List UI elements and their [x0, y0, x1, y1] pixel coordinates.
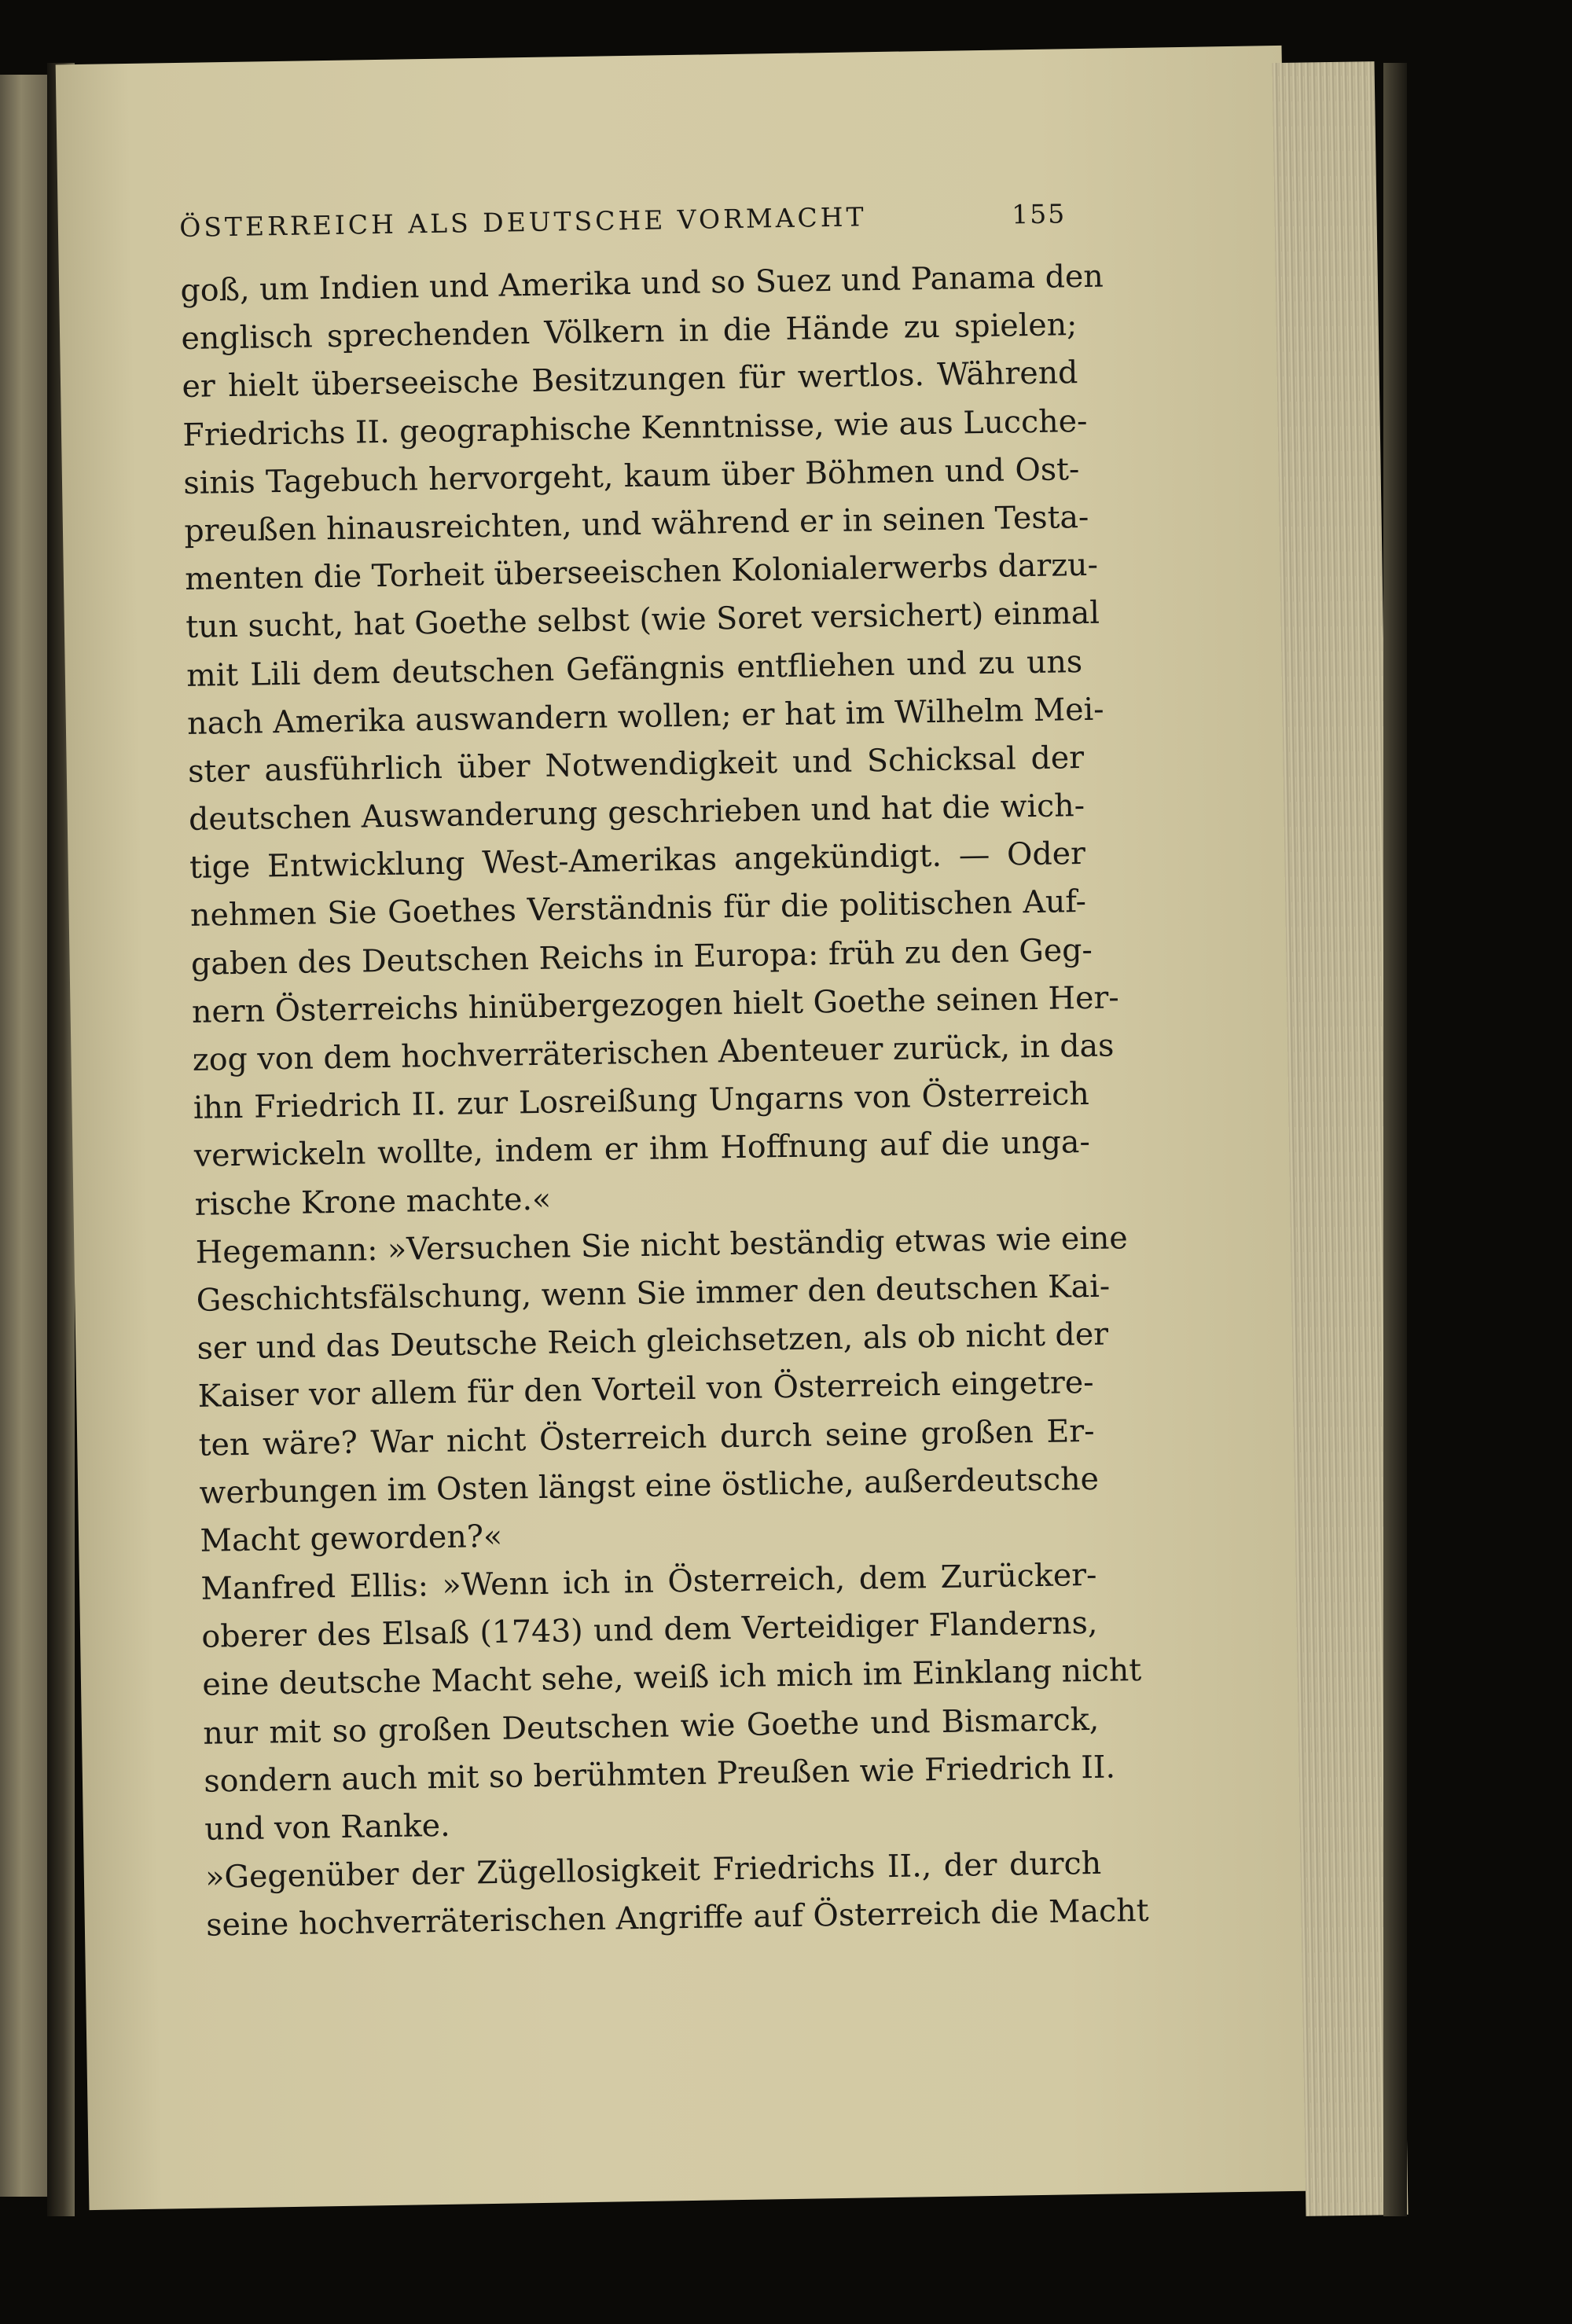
- text-line: werbungen im Osten längst eine östliche, außerdeutsche: [199, 1460, 1100, 1511]
- page-number: 155: [1011, 198, 1067, 230]
- text-line: und von Ranke.: [204, 1807, 450, 1848]
- text-line: zog von dem hochverräterischen Abenteuer zurück, in das: [192, 1027, 1115, 1078]
- text-line: preußen hinausreichten, und während er in seinen Testa-: [184, 498, 1089, 549]
- text-line: ster ausführlich über Notwendigkeit und Schicksal der: [187, 739, 1085, 790]
- text-line: sinis Tagebuch hervorgeht, kaum über Böhmen und Ost-: [183, 450, 1080, 501]
- text-line: nur mit so großen Deutschen wie Goethe und Bismarck,: [203, 1701, 1100, 1752]
- running-title: ÖSTERREICH ALS DEUTSCHE VORMACHT: [179, 201, 867, 243]
- body-text: [180, 253, 1149, 1950]
- text-line: Hegemann: »Versuchen Sie nicht beständig etwas wie eine: [195, 1219, 1129, 1271]
- text-line: Manfred Ellis: »Wenn ich in Österreich, dem Zurücker-: [200, 1556, 1097, 1607]
- text-line: verwickeln wollte, indem er ihm Hoffnung auf die unga-: [193, 1124, 1091, 1175]
- text-line: »Gegenüber der Zügellosigkeit Friedrichs II., der durch: [204, 1845, 1102, 1896]
- text-line: Macht geworden?«: [200, 1518, 503, 1559]
- text-line: ten wäre? War nicht Österreich durch seine großen Er-: [198, 1412, 1095, 1463]
- text-line: mit Lili dem deutschen Gefängnis entfliehen und zu uns: [185, 643, 1083, 694]
- text-line: tun sucht, hat Goethe selbst (wie Soret versichert) einmal: [185, 594, 1100, 646]
- text-line: seine hochverräterischen Angriffe auf Österreich die Macht: [205, 1893, 1149, 1944]
- facing-page-edge: [0, 75, 47, 2197]
- text-line: goß, um Indien und Amerika und so Suez und Panama den: [180, 258, 1104, 309]
- text-line: eine deutsche Macht sehe, weiß ich mich im Einklang nicht: [202, 1652, 1142, 1704]
- text-line: Friedrichs II. geographische Kenntnisse, wie aus Lucche-: [182, 402, 1088, 453]
- text-line: menten die Torheit überseeischen Kolonialerwerbs darzu-: [184, 546, 1099, 598]
- page-text-block: [179, 198, 1149, 1950]
- text-line: Geschichtsfälschung, wenn Sie immer den deutschen Kai-: [196, 1268, 1111, 1319]
- text-line: rische Krone machte.«: [194, 1180, 552, 1223]
- text-line: tige Entwicklung West-Amerikas angekündigt. — Oder: [189, 835, 1086, 887]
- text-line: nehmen Sie Goethes Verständnis für die politischen Auf-: [189, 883, 1087, 934]
- text-line: englisch sprechenden Völkern in die Hände zu spielen;: [181, 307, 1078, 358]
- text-line: ser und das Deutsche Reich gleichsetzen, als ob nicht der: [196, 1316, 1109, 1367]
- text-line: Kaiser vor allem für den Vorteil von Österreich eingetre-: [197, 1364, 1094, 1415]
- text-line: ihn Friedrich II. zur Losreißung Ungarns von Österreich: [193, 1076, 1090, 1127]
- text-line: deutschen Auswanderung geschrieben und hat die wich-: [188, 788, 1085, 838]
- text-line: gaben des Deutschen Reichs in Europa: früh zu den Geg-: [190, 931, 1093, 982]
- page-block-shadow: [1383, 63, 1407, 2216]
- text-line: sondern auch mit so berühmten Preußen wie Friedrich II.: [204, 1749, 1116, 1800]
- text-line: er hielt überseeische Besitzungen für wertlos. Während: [182, 354, 1078, 406]
- text-line: nach Amerika auswandern wollen; er hat im Wilhelm Mei-: [186, 691, 1104, 742]
- text-line: oberer des Elsaß (1743) und dem Verteidiger Flanderns,: [201, 1605, 1098, 1656]
- text-line: nern Österreichs hinübergezogen hielt Goethe seinen Her-: [191, 979, 1119, 1030]
